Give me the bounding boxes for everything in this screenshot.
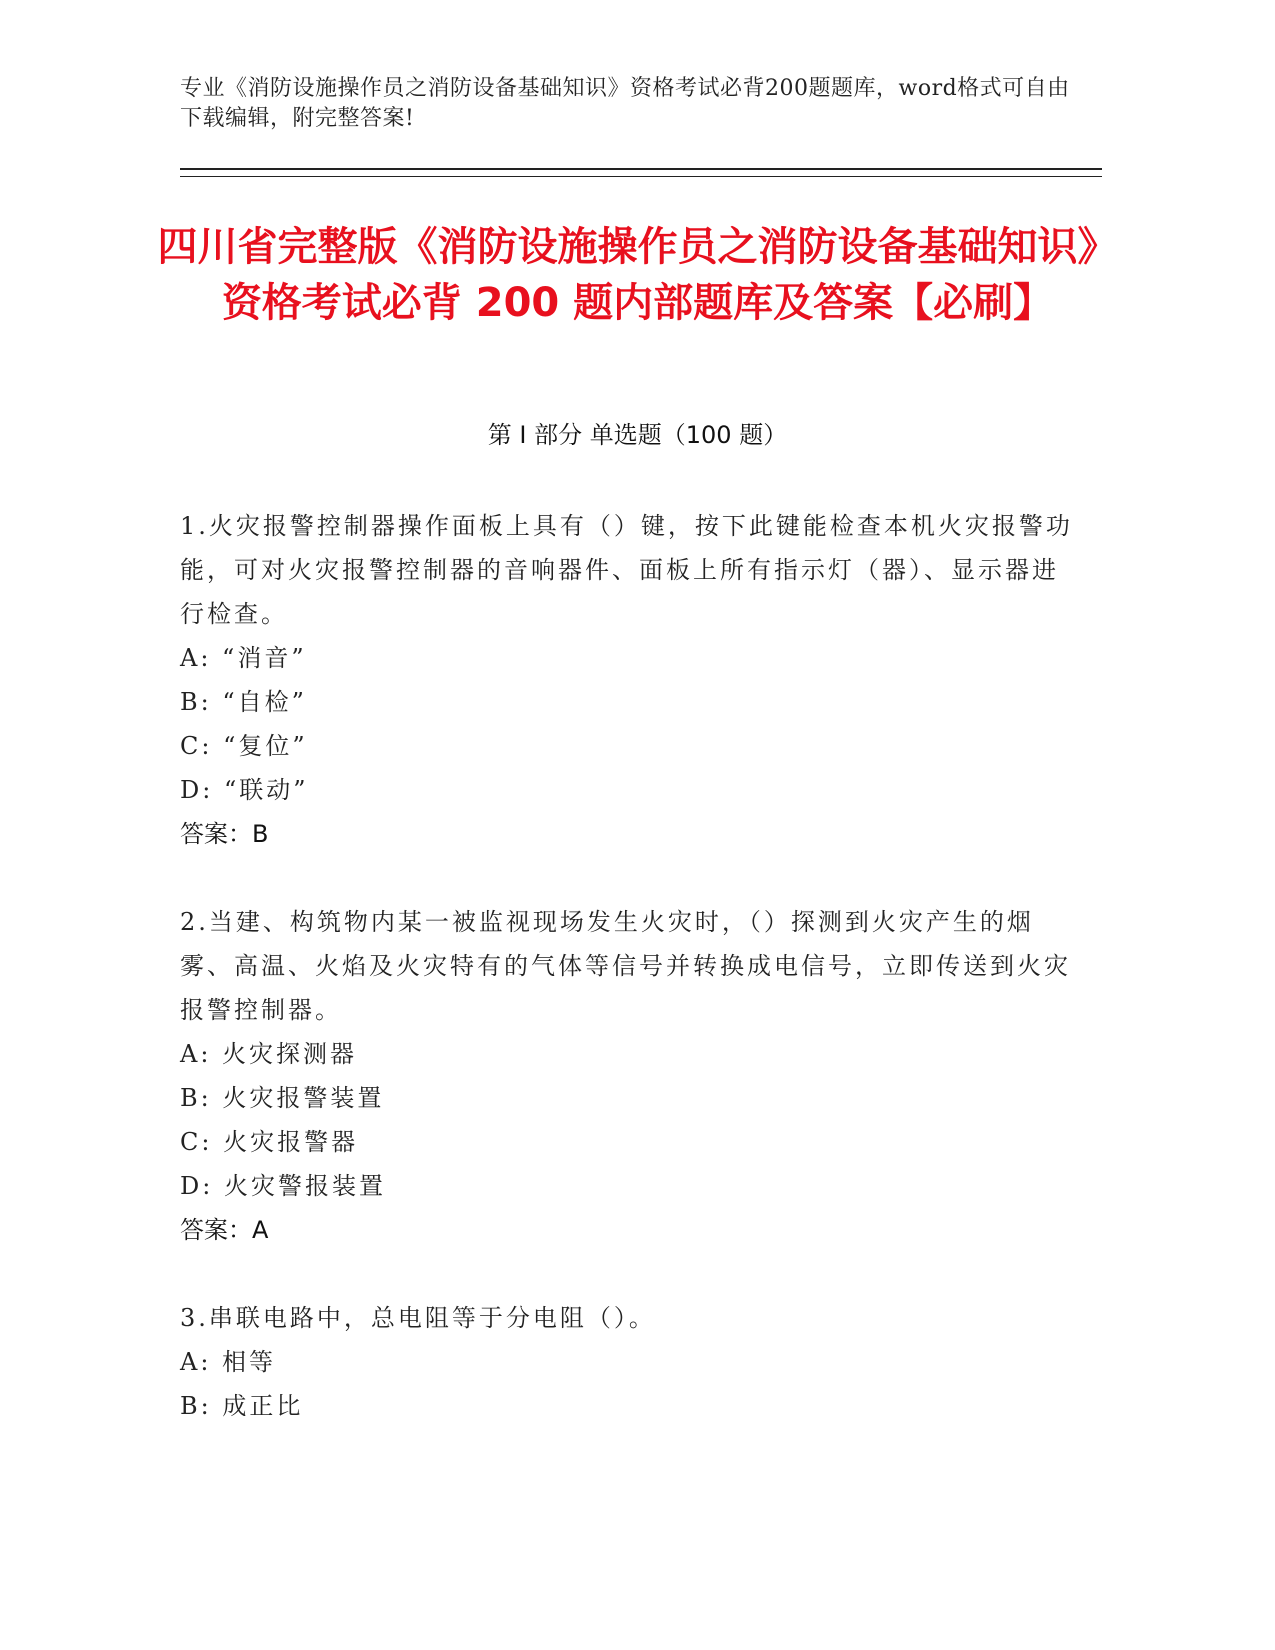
option-c: C: 火灾报警器: [180, 1128, 359, 1156]
question-stem: 3.串联电路中，总电阻等于分电阻（）。: [180, 1304, 656, 1332]
option-b: B: “自检”: [180, 688, 307, 716]
header-divider-thick: [180, 168, 1102, 170]
answer-line: 答案：B: [180, 820, 269, 848]
option-a: A: “消音”: [180, 644, 307, 672]
question-list: [180, 504, 1080, 1472]
answer-line: 答案：A: [180, 1216, 269, 1244]
header-divider-thin: [180, 176, 1102, 177]
option-a: A: 火灾探测器: [180, 1040, 358, 1068]
question-stem: 2.当建、构筑物内某一被监视现场发生火灾时，（）探测到火灾产生的烟雾、高温、火焰及火灾特有的气体等信号并转换成电信号，立即传送到火灾报警控制器。: [180, 908, 1071, 1024]
option-d: D: 火灾警报装置: [180, 1172, 386, 1200]
question-item: [180, 900, 1080, 1252]
question-item: [180, 504, 1080, 856]
option-a: A: 相等: [180, 1348, 277, 1376]
section-title: 第 I 部分 单选题（100 题）: [487, 421, 788, 449]
question-item: [180, 1296, 1080, 1428]
question-stem: 1.火灾报警控制器操作面板上具有（）键，按下此键能检查本机火灾报警功能，可对火灾报警控制器的音响器件、面板上所有指示灯（器）、显示器进行检查。: [180, 512, 1073, 628]
option-b: B: 成正比: [180, 1392, 304, 1420]
header-intro: 专业《消防设施操作员之消防设备基础知识》资格考试必背200题题库，word格式可自由下载编辑，附完整答案!: [180, 76, 1070, 131]
option-c: C: “复位”: [180, 732, 308, 760]
document-title: 四川省完整版《消防设施操作员之消防设备基础知识》资格考试必背 200 题内部题库及答案【必刷】: [157, 224, 1118, 326]
option-d: D: “联动”: [180, 776, 309, 804]
option-b: B: 火灾报警装置: [180, 1084, 385, 1112]
